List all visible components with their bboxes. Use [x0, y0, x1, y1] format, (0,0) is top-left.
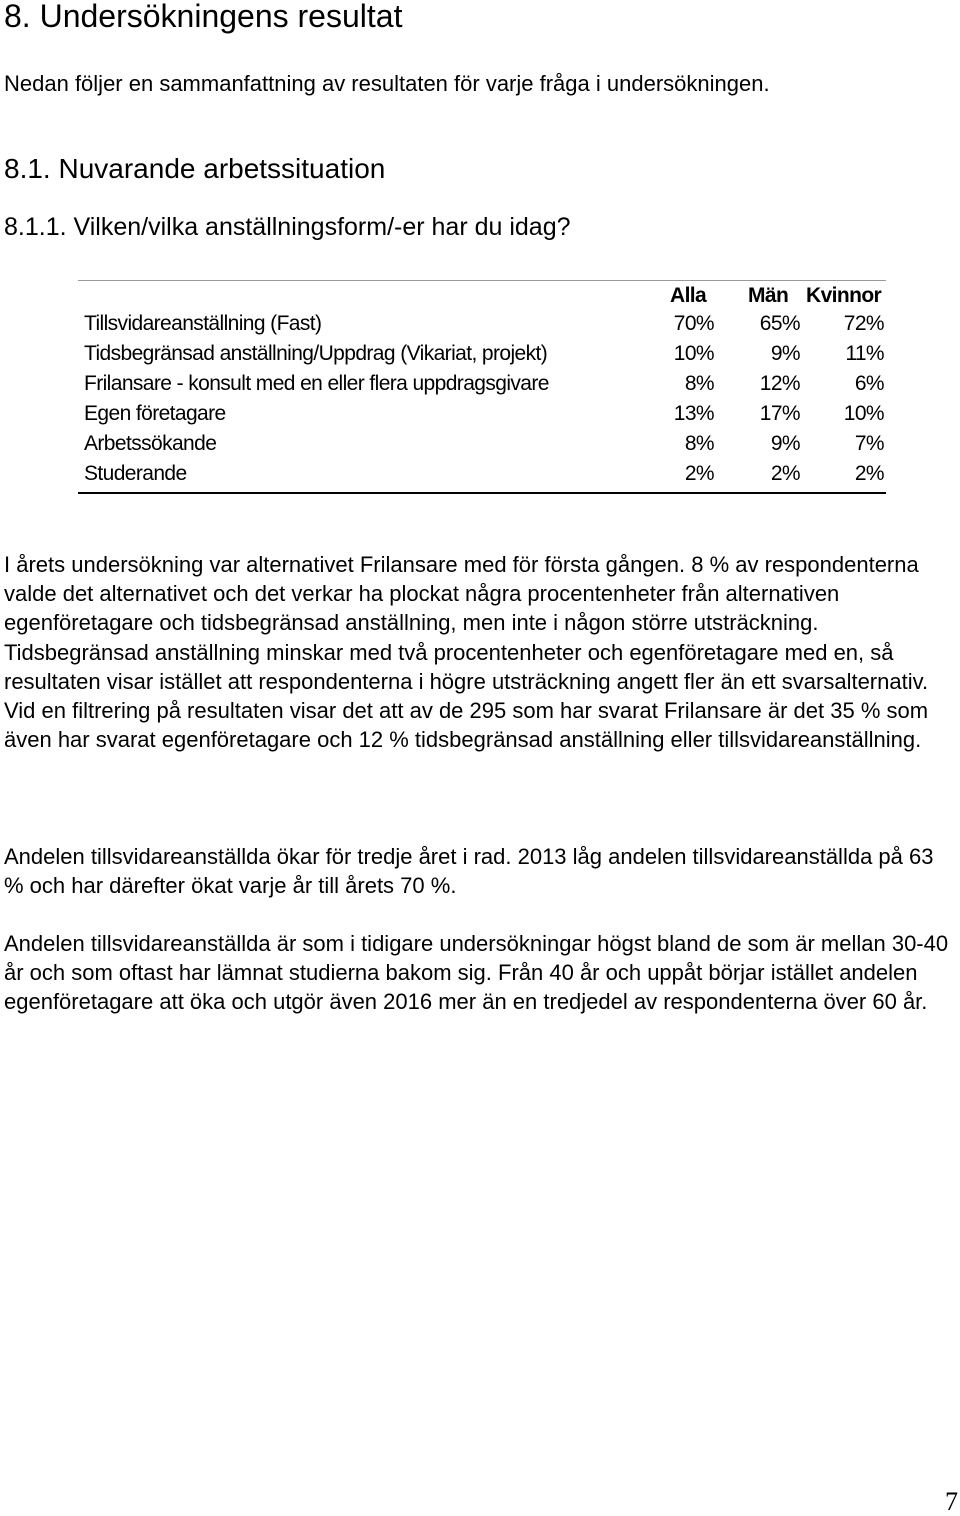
cell-kvinnor: 11%: [845, 342, 884, 365]
cell-man: 9%: [770, 432, 800, 455]
table-row: [84, 339, 884, 369]
row-label: Studerande: [84, 462, 187, 485]
cell-man: 9%: [770, 342, 800, 365]
cell-alla: 10%: [673, 342, 714, 365]
page-number: 7: [945, 1487, 958, 1516]
cell-alla: 8%: [684, 432, 714, 455]
body-paragraph: Andelen tillsvidareanställda är som i tidigare undersökningar högst bland de som är mellan 30-40 år och som oftast har lämnat studierna bakom sig. Från 40 år och uppåt börjar istället andelen egenföretagare att öka och utgör även 2016 mer än en tredjedel av respondenterna över 60 år.: [4, 931, 949, 1015]
cell-kvinnor: 10%: [843, 402, 884, 425]
cell-man: 12%: [759, 372, 800, 395]
table-row: [84, 429, 884, 459]
cell-man: 17%: [759, 402, 800, 425]
cell-man: 2%: [770, 462, 800, 485]
body-paragraph: Andelen tillsvidareanställda ökar för tredje året i rad. 2013 låg andelen tillsvidareanställda på 63 % och har därefter ökat varje år till årets 70 %.: [4, 844, 934, 899]
table-row: [84, 399, 884, 429]
cell-alla: 13%: [673, 402, 714, 425]
column-header-alla: Alla: [670, 284, 707, 307]
row-label: Tidsbegränsad anställning/Uppdrag (Vikariat, projekt): [84, 342, 548, 365]
employment-results-table: [78, 280, 886, 494]
row-label: Arbetssökande: [84, 432, 217, 455]
row-label: Egen företagare: [84, 402, 226, 425]
section-heading: 8. Undersökningens resultat: [4, 0, 403, 34]
table-row: [84, 369, 884, 399]
cell-kvinnor: 2%: [854, 462, 884, 485]
body-paragraph: I årets undersökning var alternativet Frilansare med för första gången. 8 % av respondenterna valde det alternativet och det verkar ha plockat några procentenheter från alternativen egenföretagare och tidsbegränsad anställning, men inte i någon större utsträckning. Tidsbegränsad anställning minskar med två procentenheter och egenföretagare med en, så resultaten visar istället att respondenterna i högre utsträckning angett fler än ett svarsalternativ. Vid en filtrering på resultaten visar det att av de 295 som har svarat Frilansare är det 35 % som även har svarat egenföretagare och 12 % tidsbegränsad anställning eller tillsvidareanställning.: [4, 552, 929, 753]
cell-alla: 8%: [684, 372, 714, 395]
row-label: Frilansare - konsult med en eller flera uppdragsgivare: [84, 372, 549, 395]
table-row: [84, 459, 884, 489]
question-heading: 8.1.1. Vilken/vilka anställningsform/-er har du idag?: [4, 213, 571, 241]
cell-alla: 70%: [673, 312, 714, 335]
subsection-heading: 8.1. Nuvarande arbetssituation: [4, 153, 386, 184]
cell-kvinnor: 72%: [843, 312, 884, 335]
row-label: Tillsvidareanställning (Fast): [84, 312, 322, 335]
table-row: [84, 309, 884, 339]
intro-paragraph: Nedan följer en sammanfattning av resultaten för varje fråga i undersökningen.: [4, 71, 770, 96]
cell-kvinnor: 7%: [854, 432, 884, 455]
cell-man: 65%: [759, 312, 800, 335]
cell-kvinnor: 6%: [854, 372, 884, 395]
column-header-man: Män: [748, 284, 789, 307]
column-header-kvinnor: Kvinnor: [806, 284, 882, 307]
cell-alla: 2%: [684, 462, 714, 485]
